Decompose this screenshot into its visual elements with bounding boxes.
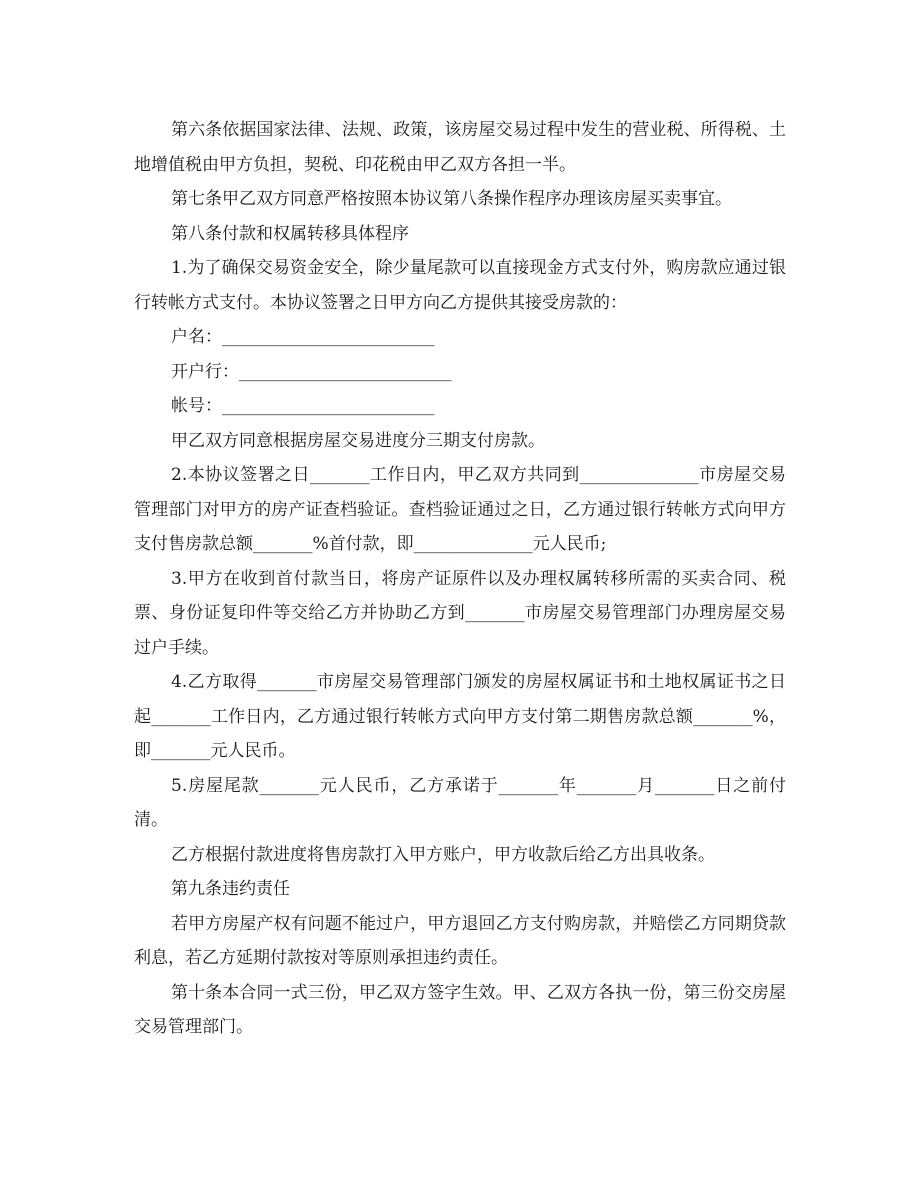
account-number-line: 帐号：_________________________	[171, 396, 435, 416]
payment-step-2-paragraph: 2.本协议签署之日_______工作日内，甲乙双方共同到______________市房屋交易管理部门对甲方的房产证查档验证。查档验证通过之日，乙方通过银行转帐方式向甲方支付售房款总额_______%首付款，即______________元人民币;	[134, 465, 786, 554]
clause-6-paragraph: 第六条依据国家法律、法规、政策，该房屋交易过程中发生的营业税、所得税、土地增值税由甲方负担，契税、印花税由甲乙双方各担一半。	[134, 120, 786, 175]
receipt-paragraph: 乙方根据付款进度将售房款打入甲方账户，甲方收款后给乙方出具收条。	[171, 844, 715, 865]
clause-10-paragraph: 第十条本合同一式三份，甲乙双方签字生效。甲、乙双方各执一份，第三份交房屋交易管理部门。	[134, 982, 786, 1037]
payment-step-3-paragraph: 3.甲方在收到首付款当日，将房产证原件以及办理权属转移所需的买卖合同、税票、身份证复印件等交给乙方并协助乙方到_______市房屋交易管理部门办理房屋交易过户手续。	[134, 568, 786, 658]
clause-7-paragraph: 第七条甲乙双方同意严格按照本协议第八条操作程序办理该房屋买卖事宜。	[171, 189, 732, 209]
payment-step-1-paragraph: 1.为了确保交易资金安全，除少量尾款可以直接现金方式支付外，购房款应通过银行转帐方式支付。本协议签署之日甲方向乙方提供其接受房款的：	[134, 258, 786, 313]
bank-name-line: 开户行：_________________________	[171, 361, 452, 382]
account-name-line: 户名：_________________________	[171, 327, 435, 347]
payment-step-4-paragraph: 4.乙方取得_______市房屋交易管理部门颁发的房屋权属证书和土地权属证书之日起_______工作日内，乙方通过银行转帐方式向甲方支付第二期售房款总额_______%，即_______元人民币。	[134, 672, 786, 761]
clause-9-heading: 第九条违约责任	[171, 879, 290, 899]
clause-8-heading: 第八条付款和权属转移具体程序	[171, 223, 409, 244]
liability-paragraph: 若甲方房屋产权有问题不能过户，甲方退回乙方支付购房款，并赔偿乙方同期贷款利息，若乙方延期付款按对等原则承担违约责任。	[134, 913, 786, 968]
document-body	[134, 113, 786, 1045]
payment-step-5-paragraph: 5.房屋尾款_______元人民币，乙方承诺于_______年_______月_______日之前付清。	[134, 775, 786, 830]
three-installments-paragraph: 甲乙双方同意根据房屋交易进度分三期支付房款。	[171, 430, 545, 451]
